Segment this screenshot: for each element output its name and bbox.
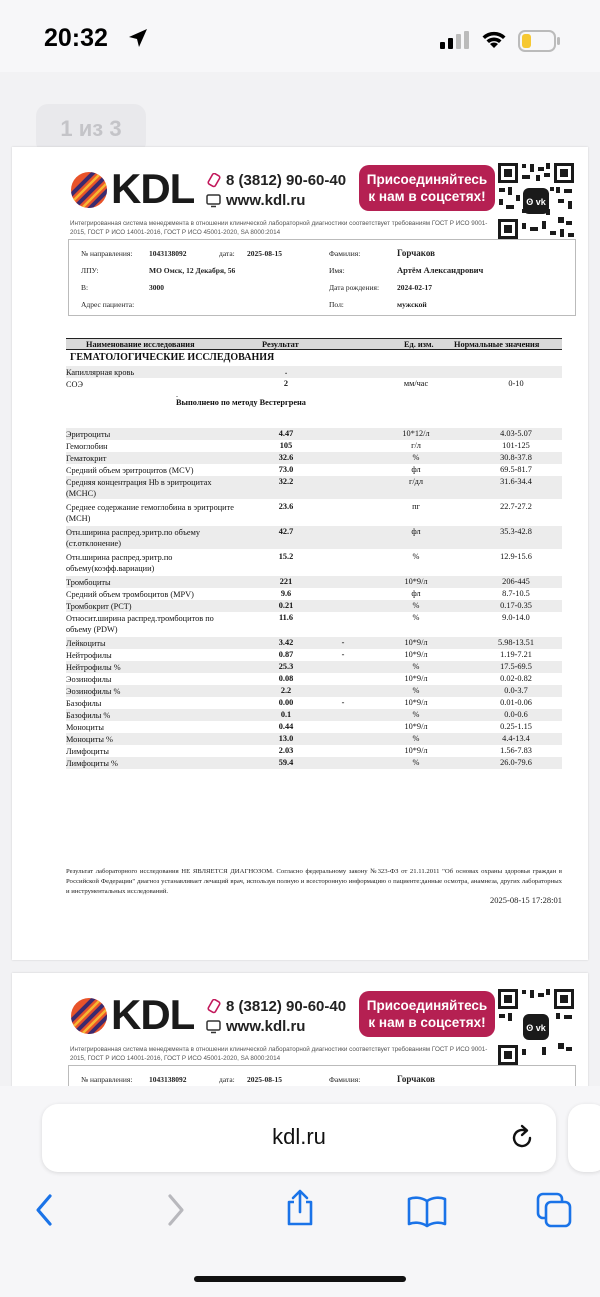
table-row	[66, 673, 562, 685]
sample-type: Капиллярная кровь	[66, 368, 135, 377]
kdl-logo-text: KDL	[111, 991, 195, 1038]
patient-name: Артём Александрович	[397, 265, 484, 275]
url-text: kdl.ru	[272, 1124, 326, 1149]
table-row	[66, 733, 562, 745]
home-indicator	[194, 1276, 406, 1282]
referral-label: № направления:	[81, 1075, 133, 1084]
sex-label: Пол:	[329, 300, 344, 309]
kdl-logo-mark-icon	[70, 997, 108, 1035]
test-name: Эритроциты	[66, 430, 111, 439]
test-norm: 26.0-79.6	[500, 758, 532, 767]
disclaimer-text: Результат лабораторного исследования НЕ ЯВЛЯЕТСЯ ДИАГНОЗОМ. Согласно федеральному закону №323-ФЗ от 21.11.2011 "Об основах охраны здоровья граждан в Российской Федерации" диагноз устанавливает лечащий врач, используя полную и всесторонную информацию о пациенте:данные осмотра, анамнеза, других лабораторных и инструментальных исследований.	[66, 868, 562, 895]
test-value: 9.6	[280, 589, 292, 598]
test-name: Средняя концентрация Hb в эритроцитах (MCHC)	[66, 478, 212, 498]
test-norm: 22.7-27.2	[500, 502, 532, 511]
test-name: СОЭ	[66, 380, 84, 389]
browser-toolbar	[0, 1086, 600, 1297]
test-norm: 101-125	[502, 441, 530, 450]
test-value: 25.3	[278, 662, 294, 671]
test-norm: 17.5-69.5	[500, 662, 532, 671]
test-value: 23.6	[278, 502, 294, 511]
test-value: 221	[279, 577, 293, 586]
patient-surname: Горчаков	[397, 248, 435, 258]
document-page-2[interactable]	[12, 973, 588, 1093]
phone-number: 8 (3812) 90-60-40	[226, 172, 347, 189]
test-unit: 10*12/л	[402, 429, 430, 438]
dob-label: Дата рождения:	[329, 283, 380, 292]
table-row	[66, 551, 562, 574]
table-row	[66, 476, 562, 499]
test-flag: -	[341, 650, 345, 659]
table-row	[66, 501, 562, 524]
back-icon[interactable]	[30, 1192, 60, 1228]
test-norm: 1.56-7.83	[500, 746, 532, 755]
test-unit: %	[412, 662, 420, 671]
test-unit: г/дл	[408, 477, 424, 486]
table-row	[66, 600, 562, 612]
test-value: 59.4	[278, 758, 294, 767]
table-row	[66, 637, 562, 649]
test-unit: %	[412, 552, 420, 561]
test-norm: 0.01-0.06	[500, 698, 532, 707]
results-header	[66, 338, 562, 350]
referral-number: 1043138092	[149, 1075, 187, 1084]
patient-sex: мужской	[397, 300, 427, 309]
test-unit: фл	[411, 465, 421, 474]
phone-number: 8 (3812) 90-60-40	[226, 998, 347, 1015]
test-unit: фл	[411, 589, 421, 598]
site-url: www.kdl.ru	[226, 1018, 306, 1035]
table-row	[66, 721, 562, 733]
lpu-label: ЛПУ:	[81, 266, 99, 275]
table-row	[66, 757, 562, 769]
reload-icon[interactable]	[508, 1124, 536, 1152]
test-norm: 4.4-13.4	[502, 734, 530, 743]
table-row	[66, 649, 562, 661]
test-value: 32.2	[278, 477, 294, 486]
referral-date: 2025-08-15	[247, 1075, 282, 1084]
status-time: 20:32	[44, 24, 108, 52]
social-banner-line1: Присоединяйтесь	[366, 172, 488, 187]
test-value: 0.87	[278, 650, 294, 659]
test-name: Лимфоциты	[66, 747, 109, 756]
test-value: 13.0	[278, 734, 294, 743]
test-unit: %	[412, 734, 420, 743]
phone-row[interactable]	[206, 172, 346, 189]
site-row[interactable]	[206, 192, 305, 209]
test-norm: 0-10	[508, 379, 524, 388]
table-row	[66, 588, 562, 600]
test-norm: 4.03-5.07	[500, 429, 532, 438]
address-bar[interactable]	[42, 1104, 556, 1172]
test-norm: 0.25-1.15	[500, 722, 532, 731]
sample-value: .	[284, 367, 288, 376]
table-row	[66, 378, 562, 390]
qr-code-icon[interactable]	[496, 987, 576, 1067]
table-row	[66, 526, 562, 549]
table-row	[66, 440, 562, 452]
kdl-logo-text: KDL	[111, 165, 195, 212]
test-norm: 0.0-0.6	[504, 710, 528, 719]
test-unit: %	[412, 710, 420, 719]
test-norm: 30.8-37.8	[500, 453, 532, 462]
test-unit: 10*9/л	[404, 674, 428, 683]
test-norm: 5.98-13.51	[498, 638, 534, 647]
wifi-icon	[481, 29, 507, 49]
tabs-icon[interactable]	[534, 1190, 574, 1230]
phone-row[interactable]	[206, 998, 346, 1015]
test-unit: пг	[412, 502, 420, 511]
test-value: 0.08	[278, 674, 294, 683]
test-norm: 8.7-10.5	[502, 589, 530, 598]
test-norm: 0.17-0.35	[500, 601, 532, 610]
table-row	[66, 661, 562, 673]
social-banner-line2: к нам в соцсетях!	[368, 1015, 486, 1030]
test-unit: 10*9/л	[404, 638, 428, 647]
test-norm: 69.5-81.7	[500, 465, 532, 474]
lpu-value: МО Омск, 12 Декабря, 56	[149, 266, 236, 275]
address-label: Адрес пациента:	[81, 300, 135, 309]
test-flag: -	[341, 698, 345, 707]
test-unit: %	[412, 601, 420, 610]
col-result-header: Результат	[262, 340, 299, 349]
forward-icon[interactable]	[160, 1192, 190, 1228]
table-row	[66, 685, 562, 697]
surname-label: Фамилия:	[329, 249, 361, 258]
method-dot: .	[176, 390, 178, 399]
certification-text: Интегрированная система менеджмента в отношении клинической лабораторной диагностики соответствует требованиям ГОСТ Р ИСО 9001-2015, ГОСТ Р ИСО 14001-2016, ГОСТ Р ИСО 45001-2020, SA 8000:2014	[70, 1046, 488, 1062]
test-value: 42.7	[278, 527, 294, 536]
test-unit: 10*9/л	[404, 698, 428, 707]
test-value: 0.00	[278, 698, 294, 707]
test-name: Средний объем тромбоцитов (MPV)	[66, 590, 194, 599]
test-unit: фл	[411, 527, 421, 536]
test-norm: 0.02-0.82	[500, 674, 532, 683]
surname-label: Фамилия:	[329, 1075, 361, 1084]
test-name: Тромбоциты	[66, 578, 111, 587]
test-name: Гемоглобин	[66, 442, 108, 451]
test-norm: 31.6-34.4	[500, 477, 532, 486]
table-row	[66, 612, 562, 635]
qr-code-icon[interactable]	[496, 161, 576, 241]
status-bar	[0, 0, 600, 72]
svg-text:ʘ vk: ʘ vk	[526, 197, 546, 207]
test-name: Базофилы %	[66, 711, 111, 720]
test-value: 0.1	[280, 710, 292, 719]
test-value: 2	[283, 379, 289, 388]
test-norm: 12.9-15.6	[500, 552, 532, 561]
patient-dob: 2024-02-17	[397, 283, 432, 292]
test-unit: мм/час	[403, 379, 429, 388]
patient-info-box	[68, 239, 576, 316]
patient-surname: Горчаков	[397, 1074, 435, 1084]
site-row[interactable]	[206, 1018, 305, 1035]
v-value: 3000	[149, 283, 164, 292]
report-timestamp: 2025-08-15 17:28:01	[489, 895, 562, 905]
test-unit: %	[412, 453, 420, 462]
document-page[interactable]	[12, 147, 588, 960]
test-name: Эозинофилы %	[66, 687, 121, 696]
test-value: 2.2	[280, 686, 292, 695]
svg-text:ʘ vk: ʘ vk	[526, 1023, 546, 1033]
table-row	[66, 709, 562, 721]
name-label: Имя:	[329, 266, 345, 275]
test-unit: 10*9/л	[404, 746, 428, 755]
phone-icon	[206, 173, 221, 188]
referral-number: 1043138092	[149, 249, 187, 258]
sample-row	[66, 366, 562, 378]
method-note: Выполнено по методу Вестергрена	[176, 398, 306, 407]
test-value: 105	[279, 441, 293, 450]
test-name: Эозинофилы	[66, 675, 112, 684]
test-name: Базофилы	[66, 699, 102, 708]
table-row	[66, 428, 562, 440]
test-unit: %	[412, 613, 420, 622]
test-norm: 206-445	[502, 577, 530, 586]
test-name: Средний объем эритроцитов (MCV)	[66, 466, 194, 475]
test-name: Лейкоциты	[66, 639, 106, 648]
test-value: 15.2	[278, 552, 294, 561]
test-name: Моноциты %	[66, 735, 113, 744]
kdl-logo-mark-icon	[70, 171, 108, 209]
test-norm: 0.0-3.7	[504, 686, 528, 695]
test-unit: %	[412, 758, 420, 767]
test-value: 4.47	[278, 429, 294, 438]
test-value: 2.03	[278, 746, 294, 755]
date-label: дата:	[219, 1075, 235, 1084]
test-norm: 1.19-7.21	[500, 650, 532, 659]
site-url: www.kdl.ru	[226, 192, 306, 209]
test-name: Тромбокрит (PCT)	[66, 602, 132, 611]
test-norm: 35.3-42.8	[500, 527, 532, 536]
test-value: 11.6	[278, 613, 294, 622]
date-label: дата:	[219, 249, 235, 258]
table-row	[66, 576, 562, 588]
test-unit: 10*9/л	[404, 650, 428, 659]
col-unit-header: Ед. изм.	[404, 340, 434, 349]
test-unit: %	[412, 686, 420, 695]
col-norm-header: Нормальные значения	[454, 340, 540, 349]
monitor-icon	[206, 193, 221, 208]
cellular-signal-icon	[440, 31, 470, 49]
test-name: Нейтрофилы	[66, 651, 112, 660]
table-row	[66, 464, 562, 476]
test-name: Нейтрофилы %	[66, 663, 121, 672]
table-row	[66, 452, 562, 464]
social-banner-line1: Присоединяйтесь	[366, 998, 488, 1013]
table-row	[66, 745, 562, 757]
test-unit: г/л	[411, 441, 421, 450]
social-banner[interactable]	[359, 165, 495, 211]
share-icon[interactable]	[283, 1188, 317, 1228]
social-banner-line2: к нам в соцсетях!	[368, 189, 486, 204]
test-value: 0.21	[278, 601, 294, 610]
certification-text: Интегрированная система менеджмента в отношении клинической лабораторной диагностики соответствует требованиям ГОСТ Р ИСО 9001-2015, ГОСТ Р ИСО 14001-2016, ГОСТ Р ИСО 45001-2020, SA 8000:2014	[70, 220, 488, 236]
test-unit: 10*9/л	[404, 722, 428, 731]
test-name: Отн.ширина распред.эритр.по объему(коэфф.вариации)	[66, 553, 173, 573]
test-value: 3.42	[278, 638, 294, 647]
test-value: 32.6	[278, 453, 294, 462]
next-tab-card[interactable]	[568, 1104, 600, 1172]
location-arrow-icon	[128, 28, 148, 48]
test-flag: -	[341, 638, 345, 647]
test-name: Относит.ширина распред.тромбоцитов по объему (PDW)	[66, 614, 214, 634]
phone-icon	[206, 999, 221, 1014]
test-value: 73.0	[278, 465, 294, 474]
test-name: Моноциты	[66, 723, 104, 732]
battery-icon	[518, 30, 560, 52]
test-name: Среднее содержание гемоглобина в эритроците (MCH)	[66, 503, 234, 523]
referral-date: 2025-08-15	[247, 249, 282, 258]
test-unit: 10*9/л	[404, 577, 428, 586]
test-name: Гематокрит	[66, 454, 107, 463]
monitor-icon	[206, 1019, 221, 1034]
page-counter: 1 из 3	[36, 104, 146, 154]
referral-label: № направления:	[81, 249, 133, 258]
test-norm: 9.0-14.0	[502, 613, 530, 622]
test-name: Лимфоциты %	[66, 759, 118, 768]
v-label: В:	[81, 283, 89, 292]
col-name-header: Наименование исследования	[86, 340, 195, 349]
section-title: ГЕМАТОЛОГИЧЕСКИЕ ИССЛЕДОВАНИЯ	[70, 352, 275, 363]
test-value: 0.44	[278, 722, 294, 731]
bookmarks-icon[interactable]	[406, 1194, 448, 1228]
table-row	[66, 697, 562, 709]
test-name: Отн.ширина распред.эритр.по объему (ст.отклонение)	[66, 528, 201, 548]
social-banner[interactable]	[359, 991, 495, 1037]
